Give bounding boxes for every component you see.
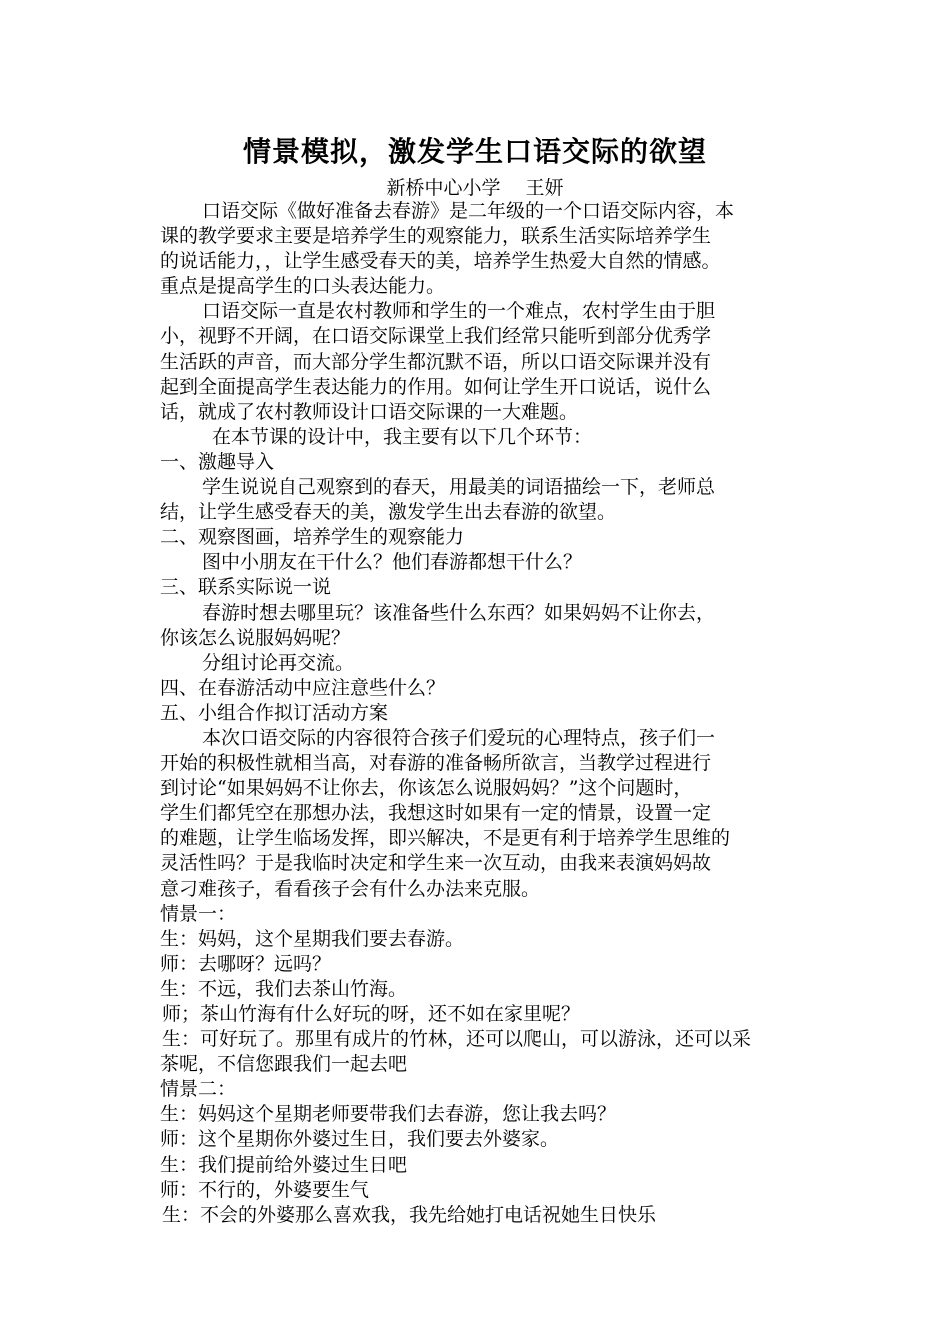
document-title: 情景模拟，激发学生口语交际的欲望	[242, 135, 707, 168]
paragraph-line: 重点是提高学生的口头表达能力。	[160, 275, 446, 298]
paragraph-line: 口语交际一直是农村教师和学生的一个难点，农村学生由于胆	[202, 300, 716, 323]
section-heading: 三、联系实际说一说	[160, 576, 332, 599]
dialogue-line: 生：不会的外婆那么喜欢我，我先给她打电话祝她生日快乐	[162, 1203, 657, 1226]
paragraph-line: 开始的积极性就相当高，对春游的准备畅所欲言，当教学过程进行	[160, 752, 712, 775]
paragraph-line: 结，让学生感受春天的美，激发学生出去春游的欲望。	[160, 501, 617, 524]
paragraph-line: 图中小朋友在干什么？他们春游都想干什么？	[202, 551, 583, 574]
document-author: 新桥中心小学 王妍	[386, 177, 564, 199]
paragraph-line: 意刁难孩子，看看孩子会有什么办法来克服。	[160, 877, 541, 900]
dialogue-line: 生：妈妈，这个星期我们要去春游。	[160, 927, 465, 950]
paragraph-line: 本次口语交际的内容很符合孩子们爱玩的心理特点，孩子们一	[202, 726, 716, 749]
document-body	[160, 199, 810, 1228]
paragraph-line: 小，视野不开阔，在口语交际课堂上我们经常只能听到部分优秀学	[160, 325, 712, 348]
paragraph-line: 的说话能力，，让学生感受春天的美，培养学生热爱大自然的情感。	[160, 250, 721, 273]
section-heading: 五、小组合作拟订活动方案	[160, 701, 389, 724]
paragraph-line: 到讨论“如果妈妈不让你去，你该怎么说服妈妈？”这个问题时，	[160, 777, 693, 800]
paragraph-line: 话，就成了农村教师设计口语交际课的一大难题。	[160, 400, 579, 423]
paragraph-line: 在本节课的设计中，我主要有以下几个环节：	[212, 425, 593, 448]
dialogue-line: 师：这个星期你外婆过生日，我们要去外婆家。	[160, 1128, 560, 1151]
paragraph-line: 分组讨论再交流。	[202, 651, 355, 674]
dialogue-line: 生：我们提前给外婆过生日吧	[160, 1153, 408, 1176]
scene-heading: 情景二：	[160, 1078, 237, 1101]
paragraph-line: 春游时想去哪里玩？该准备些什么东西？如果妈妈不让你去，	[202, 601, 716, 624]
paragraph-line: 学生说说自己观察到的春天，用最美的词语描绘一下，老师总	[202, 476, 716, 499]
paragraph-line: 口语交际《做好准备去春游》是二年级的一个口语交际内容，本	[202, 200, 735, 222]
dialogue-line: 师：不行的，外婆要生气	[160, 1178, 370, 1201]
paragraph-line: 你该怎么说服妈妈呢？	[160, 626, 351, 649]
scene-heading: 情景一：	[160, 902, 237, 925]
paragraph-line: 学生们都凭空在那想办法，我想这时如果有一定的情景，设置一定	[160, 802, 712, 825]
paragraph-line: 起到全面提高学生表达能力的作用。如何让学生开口说话，说什么	[160, 375, 712, 398]
dialogue-line: 师：去哪呀？远吗？	[160, 952, 332, 975]
paragraph-line: 生活跃的声音，而大部分学生都沉默不语，所以口语交际课并没有	[160, 350, 712, 373]
dialogue-line: 生：不远，我们去茶山竹海。	[160, 977, 408, 1000]
dialogue-line: 师；茶山竹海有什么好玩的呀，还不如在家里呢？	[162, 1003, 581, 1025]
section-heading: 一、激趣导入	[160, 450, 275, 473]
paragraph-line: 课的教学要求主要是培养学生的观察能力，联系生活实际培养学生	[160, 225, 712, 248]
paragraph-line: 的难题，让学生临场发挥，即兴解决，不是更有利于培养学生思维的	[160, 827, 731, 850]
section-heading: 四、在春游活动中应注意些什么？	[160, 676, 446, 699]
dialogue-line: 生：妈妈这个星期老师要带我们去春游，您让我去吗？	[160, 1103, 617, 1126]
paragraph-line: 灵活性吗？于是我临时决定和学生来一次互动，由我来表演妈妈故	[160, 852, 712, 875]
section-heading: 二、观察图画，培养学生的观察能力	[160, 526, 465, 549]
dialogue-line: 生：可好玩了。那里有成片的竹林，还可以爬山，可以游泳，还可以采	[162, 1028, 752, 1051]
dialogue-line: 茶呢，不信您跟我们一起去吧	[160, 1053, 408, 1076]
